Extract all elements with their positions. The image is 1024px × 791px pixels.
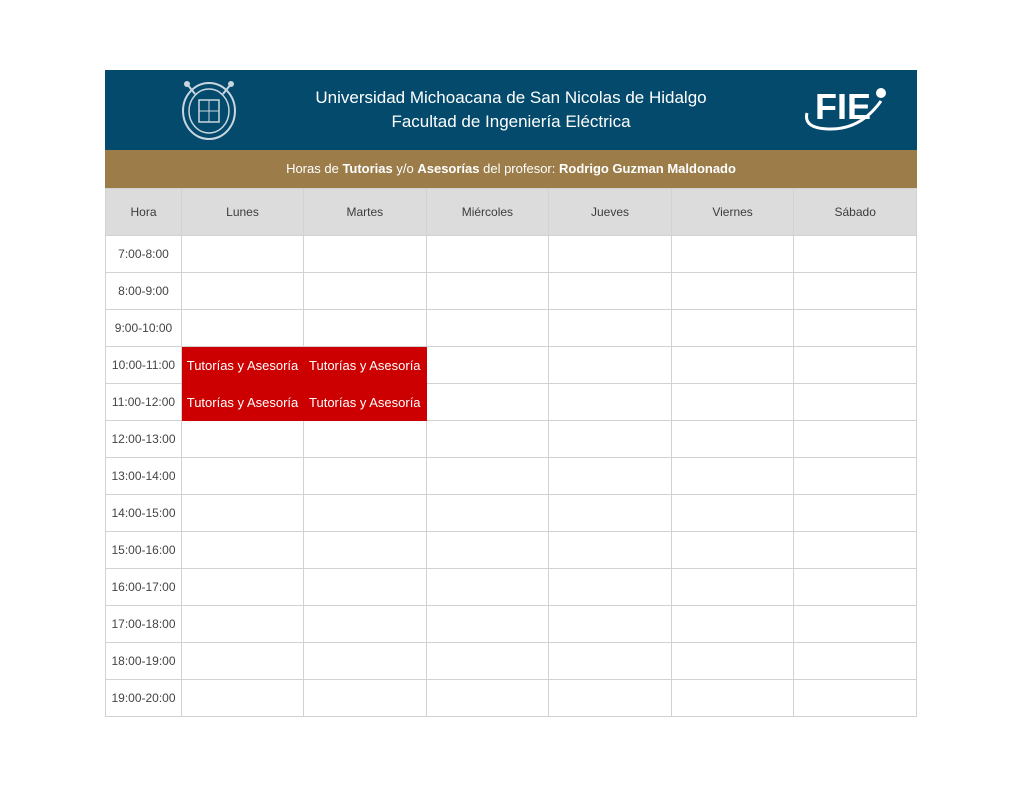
schedule-cell <box>426 569 549 606</box>
schedule-cell <box>426 680 549 717</box>
schedule-cell <box>304 458 427 495</box>
time-slot-label: 16:00-17:00 <box>106 569 182 606</box>
table-row <box>106 310 917 347</box>
schedule-cell <box>794 495 917 532</box>
time-slot-label: 10:00-11:00 <box>106 347 182 384</box>
schedule-cell <box>671 310 794 347</box>
time-slot-label: 12:00-13:00 <box>106 421 182 458</box>
schedule-cell <box>794 273 917 310</box>
schedule-sheet <box>105 70 917 717</box>
schedule-cell <box>671 606 794 643</box>
schedule-cell <box>182 569 304 606</box>
schedule-cell <box>549 569 672 606</box>
schedule-cell <box>182 236 304 273</box>
schedule-cell <box>182 495 304 532</box>
schedule-cell <box>549 384 672 421</box>
schedule-cell <box>549 532 672 569</box>
schedule-cell <box>304 495 427 532</box>
schedule-cell <box>549 643 672 680</box>
schedule-cell <box>549 680 672 717</box>
schedule-cell <box>549 458 672 495</box>
university-name: Universidad Michoacana de San Nicolas de Hidalgo <box>315 88 707 107</box>
schedule-cell <box>671 680 794 717</box>
schedule-cell <box>304 310 427 347</box>
schedule-cell: Tutorías y Asesoría <box>182 347 304 384</box>
banner-asesorias: Asesorías <box>417 161 480 176</box>
column-header-sabado: Sábado <box>794 189 917 236</box>
schedule-cell <box>182 310 304 347</box>
time-slot-label: 15:00-16:00 <box>106 532 182 569</box>
schedule-cell: Tutorías y Asesoría <box>182 384 304 421</box>
table-row <box>106 532 917 569</box>
professor-banner <box>105 150 917 188</box>
table-row <box>106 680 917 717</box>
schedule-cell <box>549 347 672 384</box>
table-row <box>106 347 917 384</box>
table-row <box>106 421 917 458</box>
schedule-cell <box>426 310 549 347</box>
schedule-cell <box>671 532 794 569</box>
schedule-cell: Tutorías y Asesoría <box>304 347 427 384</box>
schedule-cell <box>671 236 794 273</box>
schedule-cell <box>304 421 427 458</box>
schedule-cell <box>426 606 549 643</box>
schedule-cell <box>426 495 549 532</box>
schedule-cell <box>304 236 427 273</box>
table-header-row <box>106 189 917 236</box>
schedule-cell <box>794 458 917 495</box>
time-slot-label: 18:00-19:00 <box>106 643 182 680</box>
schedule-cell <box>426 273 549 310</box>
schedule-cell <box>426 347 549 384</box>
schedule-cell <box>671 384 794 421</box>
schedule-cell <box>304 532 427 569</box>
schedule-cell <box>182 458 304 495</box>
schedule-cell <box>794 680 917 717</box>
time-slot-label: 17:00-18:00 <box>106 606 182 643</box>
time-slot-label: 8:00-9:00 <box>106 273 182 310</box>
fie-logo-text: FIE <box>815 86 872 127</box>
schedule-cell <box>794 421 917 458</box>
faculty-name: Facultad de Ingeniería Eléctrica <box>391 112 631 131</box>
time-slot-label: 14:00-15:00 <box>106 495 182 532</box>
schedule-cell <box>671 569 794 606</box>
schedule-cell <box>671 495 794 532</box>
schedule-cell <box>304 643 427 680</box>
header-banner <box>105 70 917 150</box>
table-row <box>106 495 917 532</box>
column-header-martes: Martes <box>304 189 427 236</box>
fie-logo-icon <box>801 79 891 135</box>
schedule-cell <box>182 643 304 680</box>
schedule-cell <box>304 606 427 643</box>
schedule-cell <box>794 384 917 421</box>
schedule-cell <box>671 458 794 495</box>
column-header-viernes: Viernes <box>671 189 794 236</box>
column-header-lunes: Lunes <box>182 189 304 236</box>
schedule-cell <box>426 458 549 495</box>
professor-name: Rodrigo Guzman Maldonado <box>559 161 736 176</box>
schedule-cell <box>549 495 672 532</box>
schedule-cell <box>671 643 794 680</box>
schedule-cell <box>549 236 672 273</box>
schedule-cell <box>549 310 672 347</box>
schedule-cell <box>304 273 427 310</box>
table-row <box>106 569 917 606</box>
schedule-cell <box>304 680 427 717</box>
time-slot-label: 19:00-20:00 <box>106 680 182 717</box>
schedule-cell <box>671 273 794 310</box>
schedule-cell <box>794 532 917 569</box>
table-row <box>106 643 917 680</box>
time-slot-label: 11:00-12:00 <box>106 384 182 421</box>
schedule-cell <box>549 606 672 643</box>
schedule-cell <box>671 347 794 384</box>
schedule-cell <box>426 236 549 273</box>
table-row <box>106 606 917 643</box>
column-header-miercoles: Miércoles <box>426 189 549 236</box>
schedule-cell: Tutorías y Asesoría <box>304 384 427 421</box>
table-row <box>106 458 917 495</box>
column-header-hora: Hora <box>106 189 182 236</box>
time-slot-label: 13:00-14:00 <box>106 458 182 495</box>
time-slot-label: 7:00-8:00 <box>106 236 182 273</box>
schedule-cell <box>794 569 917 606</box>
schedule-body <box>106 236 917 717</box>
schedule-cell <box>549 421 672 458</box>
column-header-jueves: Jueves <box>549 189 672 236</box>
schedule-cell <box>182 273 304 310</box>
schedule-cell <box>182 421 304 458</box>
schedule-cell <box>182 532 304 569</box>
schedule-cell <box>426 384 549 421</box>
table-row <box>106 384 917 421</box>
schedule-cell <box>426 643 549 680</box>
schedule-cell <box>794 236 917 273</box>
schedule-cell <box>182 680 304 717</box>
schedule-cell <box>549 273 672 310</box>
schedule-cell <box>426 532 549 569</box>
schedule-cell <box>671 421 794 458</box>
schedule-cell <box>304 569 427 606</box>
schedule-cell <box>426 421 549 458</box>
table-row <box>106 273 917 310</box>
schedule-cell <box>794 347 917 384</box>
banner-yo: y/o <box>392 161 418 176</box>
schedule-table <box>105 188 917 717</box>
schedule-cell <box>794 643 917 680</box>
header-title <box>105 86 917 134</box>
schedule-cell <box>794 310 917 347</box>
schedule-cell <box>182 606 304 643</box>
table-row <box>106 236 917 273</box>
banner-middle: del profesor: <box>479 161 559 176</box>
time-slot-label: 9:00-10:00 <box>106 310 182 347</box>
banner-prefix: Horas de <box>286 161 343 176</box>
banner-tutorias: Tutorias <box>342 161 393 176</box>
schedule-cell <box>794 606 917 643</box>
